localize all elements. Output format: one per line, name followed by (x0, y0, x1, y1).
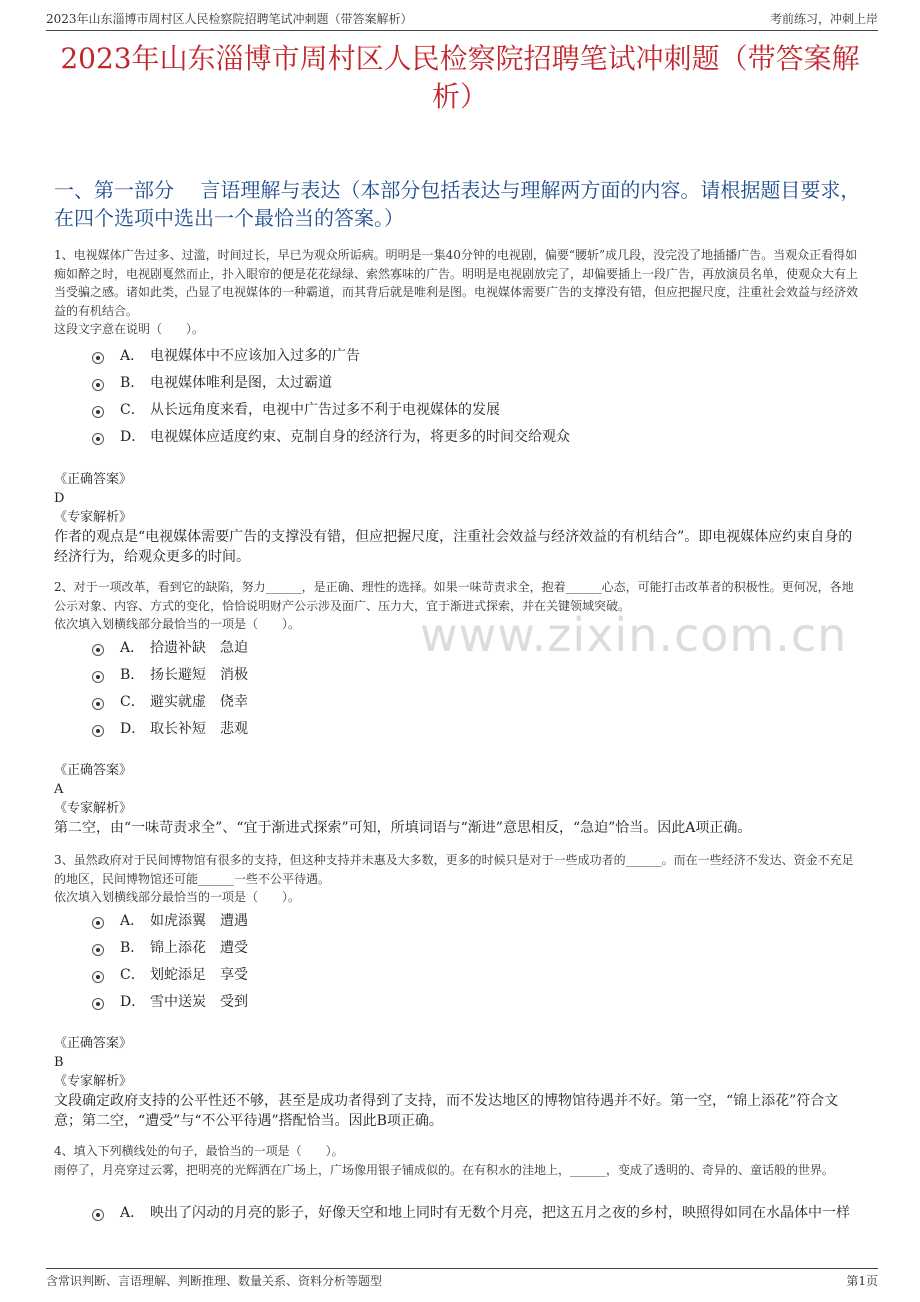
document-title: 2023年山东淄博市周村区人民检察院招聘笔试冲刺题（带答案解析） (60, 42, 860, 113)
expert-label: 《专家解析》 (54, 801, 133, 816)
question-4-options (92, 1203, 864, 1223)
radio-icon[interactable] (92, 671, 104, 683)
radio-icon[interactable] (92, 971, 104, 983)
option-a[interactable]: A． 拾遗补缺 急迫 (92, 638, 870, 665)
header-divider (46, 30, 878, 31)
header-left-text: 2023年山东淄博市周村区人民检察院招聘笔试冲刺题（带答案解析） (46, 12, 413, 26)
watermark: www.zixin.com.cn (420, 608, 848, 662)
radio-icon[interactable] (92, 379, 104, 391)
radio-icon[interactable] (92, 1209, 104, 1221)
question-1-stem: 1、电视媒体广告过多、过滥，时间过长，早已为观众所诟病。明明是一集40分钟的电视剧，偏要“腰斩”成几段，没完没了地插播广告。当观众正看得如痴如醉之时，电视剧戛然而止，扑入眼帘的便是花花绿绿、索然寡味的广告。明明是电视剧放完了，却偏要插上一段广告，再放演员名单，使观众大有上当受骗之感。诸如此类，凸显了电视媒体的一种霸道，而其背后就是唯利是图。电视媒体需要广告的支撑没有错，但应把握尺度，注重社会效益与经济效益的有机结合。 这段文字意在说明（ ）。 (54, 248, 859, 336)
option-b[interactable]: B． 扬长避短 消极 (92, 665, 870, 692)
radio-icon[interactable] (92, 406, 104, 418)
option-d[interactable]: D． 取长补短 悲观 (92, 719, 870, 746)
radio-icon[interactable] (92, 725, 104, 737)
section-heading: 一、第一部分 言语理解与表达（本部分包括表达与理解两方面的内容。请根据题目要求，在四个选项中选出一个最恰当的答案。） (54, 178, 861, 230)
option-c[interactable]: C． 划蛇添足 享受 (92, 965, 870, 992)
page-number: 第1页 (846, 1274, 878, 1288)
radio-icon[interactable] (92, 352, 104, 364)
radio-icon[interactable] (92, 917, 104, 929)
expert-label: 《专家解析》 (54, 510, 133, 525)
explanation: 文段确定政府支持的公平性还不够，甚至是成功者得到了支持，而不发达地区的博物馆待遇并不好。第一空，“锦上添花”符合文意；第二空，“遭受”与“不公平待遇”搭配恰当。因此B项正确。 (54, 1093, 839, 1129)
option-c[interactable]: C． 从长远角度来看，电视中广告过多不利于电视媒体的发展 (92, 400, 870, 427)
answer-value: B (54, 1055, 64, 1070)
question-2-stem: 2、对于一项改革，看到它的缺陷，努力______，是正确、理性的选择。如果一味苛责求全，抱着______心态，可能打击改革者的积极性。更何况，各地公示对象、内容、方式的变化，恰恰说明财产公示涉及面广、压力大，宜于渐进式探索，并在关键领域突破。 依次填入划横线部分最恰当的一项是（ ）。 (54, 580, 854, 631)
answer-label: 《正确答案》 (54, 472, 133, 487)
option-b[interactable]: B． 锦上添花 遭受 (92, 938, 870, 965)
radio-icon[interactable] (92, 944, 104, 956)
option-d[interactable]: D． 电视媒体应适度约束、克制自身的经济行为，将更多的时间交给观众 (92, 427, 870, 454)
option-d[interactable]: D． 雪中送炭 受到 (92, 992, 870, 1019)
radio-icon[interactable] (92, 644, 104, 656)
question-1-answer-block (54, 470, 860, 567)
answer-value: A (54, 782, 64, 797)
header-right-text: 考前练习，冲刺上岸 (769, 12, 878, 26)
option-b[interactable]: B． 电视媒体唯利是图，太过霸道 (92, 373, 870, 400)
question-3-options (92, 911, 870, 1019)
radio-icon[interactable] (92, 433, 104, 445)
option-a[interactable]: A． 如虎添翼 遭遇 (92, 911, 870, 938)
explanation: 作者的观点是“电视媒体需要广告的支撑没有错，但应把握尺度，注重社会效益与经济效益的有机结合”。即电视媒体应约束自身的经济行为，给观众更多的时间。 (54, 529, 853, 565)
radio-icon[interactable] (92, 698, 104, 710)
radio-icon[interactable] (92, 998, 104, 1010)
footer-left-text: 含常识判断、言语理解、判断推理、数量关系、资料分析等题型 (46, 1274, 383, 1288)
question-1-options (92, 346, 870, 454)
question-4-stem: 4、填入下列横线处的句子，最恰当的一项是（ ）。 雨停了，月亮穿过云雾，把明亮的光辉洒在广场上，广场像用银子铺成似的。在有积水的洼地上，______，变成了透明的、奇异的、童话般的世界。 (54, 1144, 835, 1177)
explanation: 第二空，由“一味苛责求全”、“宜于渐进式探索”可知，所填词语与“渐进”意思相反，“急迫”恰当。因此A项正确。 (54, 820, 752, 836)
answer-label: 《正确答案》 (54, 1036, 133, 1051)
option-a[interactable]: A． 映出了闪动的月亮的影子，好像天空和地上同时有无数个月亮，把这五月之夜的乡村，映照得如同在水晶体中一样 (92, 1203, 864, 1223)
answer-label: 《正确答案》 (54, 763, 133, 778)
answer-value: D (54, 491, 65, 506)
expert-label: 《专家解析》 (54, 1074, 133, 1089)
option-c[interactable]: C． 避实就虚 侥幸 (92, 692, 870, 719)
question-3-answer-block (54, 1034, 860, 1131)
question-2-answer-block (54, 761, 860, 838)
page-header (46, 10, 878, 28)
question-2-options (92, 638, 870, 746)
option-a[interactable]: A． 电视媒体中不应该加入过多的广告 (92, 346, 870, 373)
question-3-stem: 3、虽然政府对于民间博物馆有很多的支持，但这种支持并未惠及大多数，更多的时候只是对于一些成功者的______。而在一些经济不发达、资金不充足的地区，民间博物馆还可能______一些不公平待遇。 依次填入划横线部分最恰当的一项是（ ）。 (54, 853, 854, 904)
footer-divider (46, 1268, 878, 1269)
